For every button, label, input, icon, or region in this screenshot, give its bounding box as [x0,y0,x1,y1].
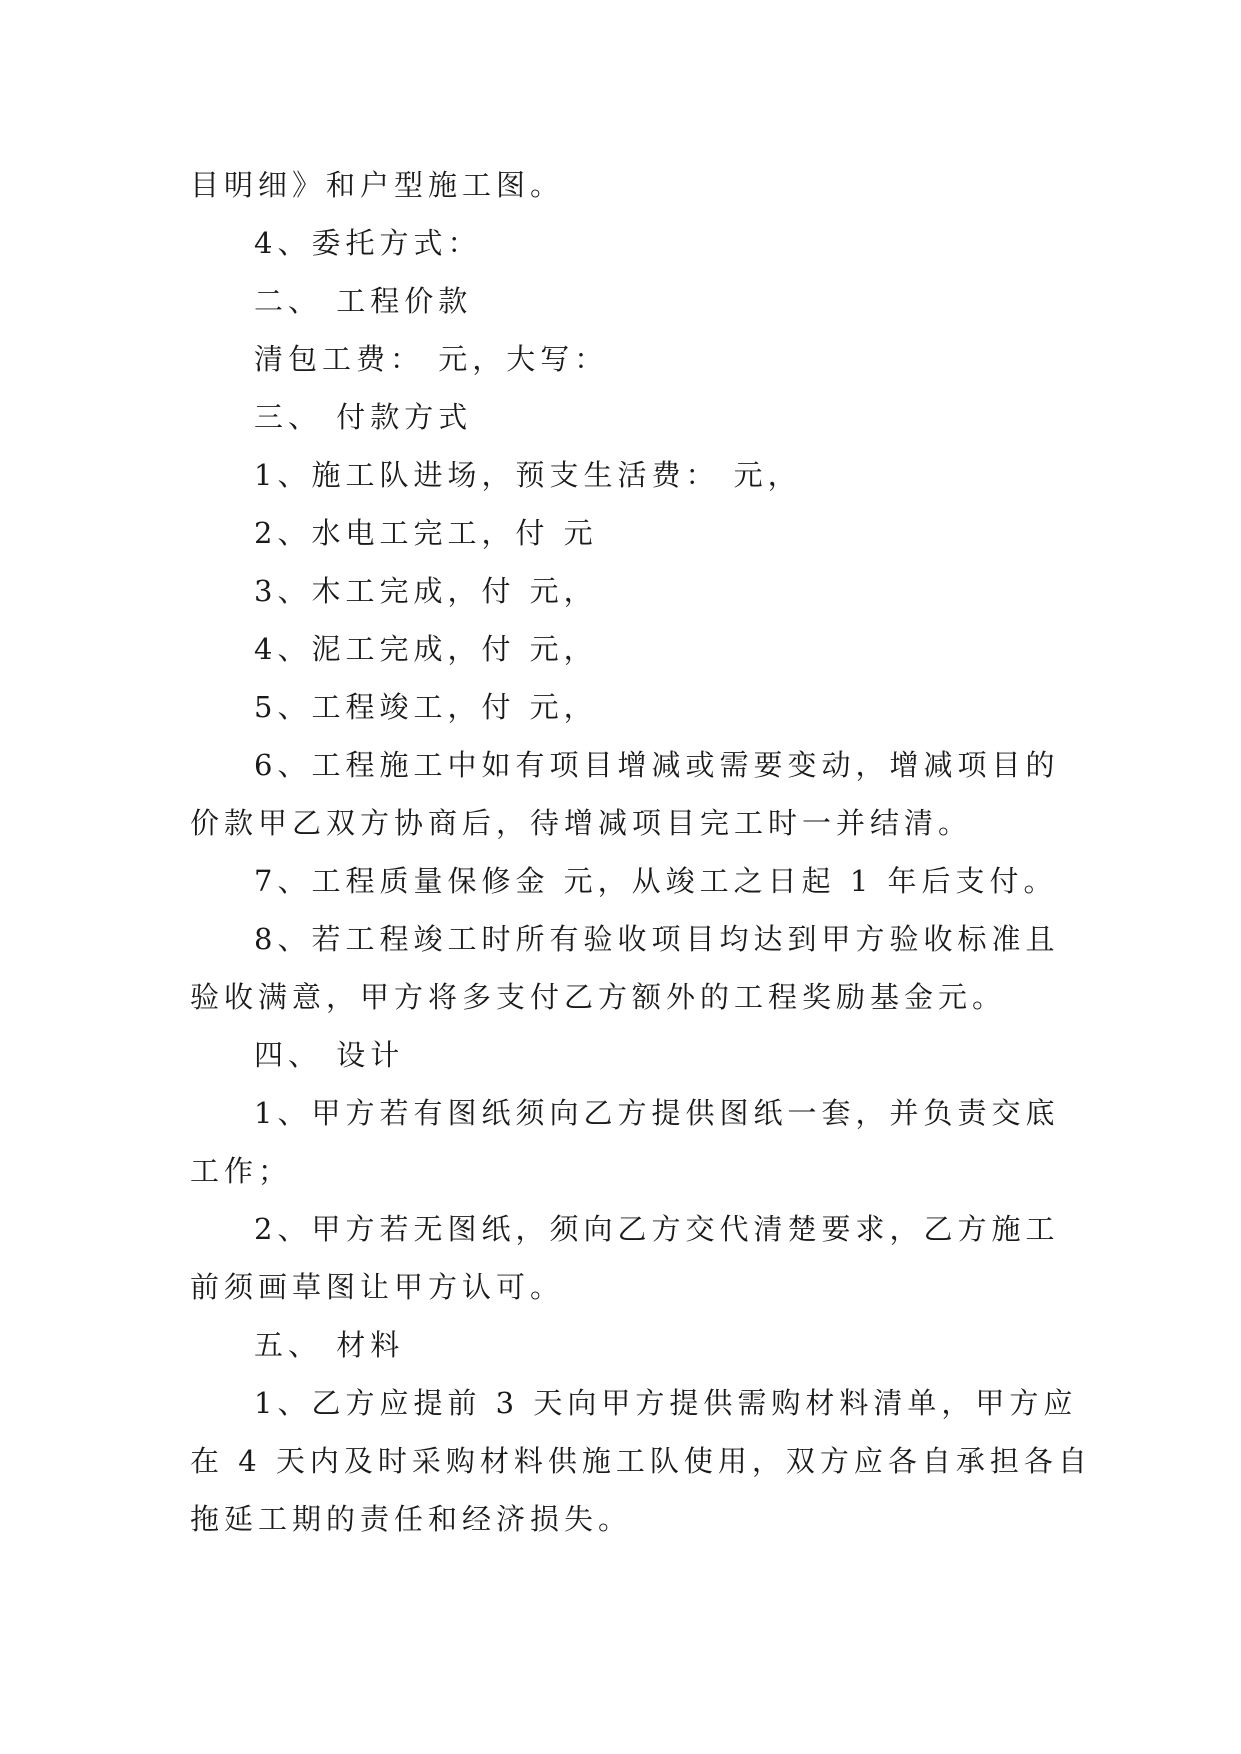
text-line: 2、水电工完工，付 元 [254,516,598,550]
text-line: 8、若工程竣工时所有验收项目均达到甲方验收标准且 [254,922,1060,956]
text-line: 清包工费： 元，大写： [254,342,609,376]
text-line: 4、泥工完成，付 元， [254,632,598,666]
text-line: 目明细》和户型施工图。 [190,168,565,202]
text-line: 前须画草图让甲方认可。 [190,1270,565,1304]
text-line: 验收满意，甲方将多支付乙方额外的工程奖励基金元。 [190,980,1007,1014]
text-line: 工作； [190,1154,293,1188]
text-line: 5、工程竣工，付 元， [254,690,598,724]
section-heading: 二、 工程价款 [254,284,473,318]
section-heading: 四、 设计 [254,1038,405,1072]
text-line: 在 4 天内及时采购材料供施工队使用，双方应各自承担各自 [190,1444,1092,1478]
text-line: 拖延工期的责任和经济损失。 [190,1502,633,1536]
section-heading: 五、 材料 [254,1328,405,1362]
text-line: 1、乙方应提前 3 天向甲方提供需购材料清单，甲方应 [254,1386,1078,1420]
text-line: 2、甲方若无图纸，须向乙方交代清楚要求，乙方施工 [254,1212,1060,1246]
text-line: 1、施工队进场，预支生活费： 元， [254,458,802,492]
document-body [190,156,1092,1548]
text-line: 4、委托方式： [254,226,482,260]
text-line: 1、甲方若有图纸须向乙方提供图纸一套，并负责交底 [254,1096,1060,1130]
text-line: 6、工程施工中如有项目增减或需要变动，增减项目的 [254,748,1060,782]
text-line: 3、木工完成，付 元， [254,574,598,608]
text-line: 7、工程质量保修金 元，从竣工之日起 1 年后支付。 [254,864,1058,898]
text-line: 价款甲乙双方协商后，待增减项目完工时一并结清。 [190,806,973,840]
section-heading: 三、 付款方式 [254,400,473,434]
